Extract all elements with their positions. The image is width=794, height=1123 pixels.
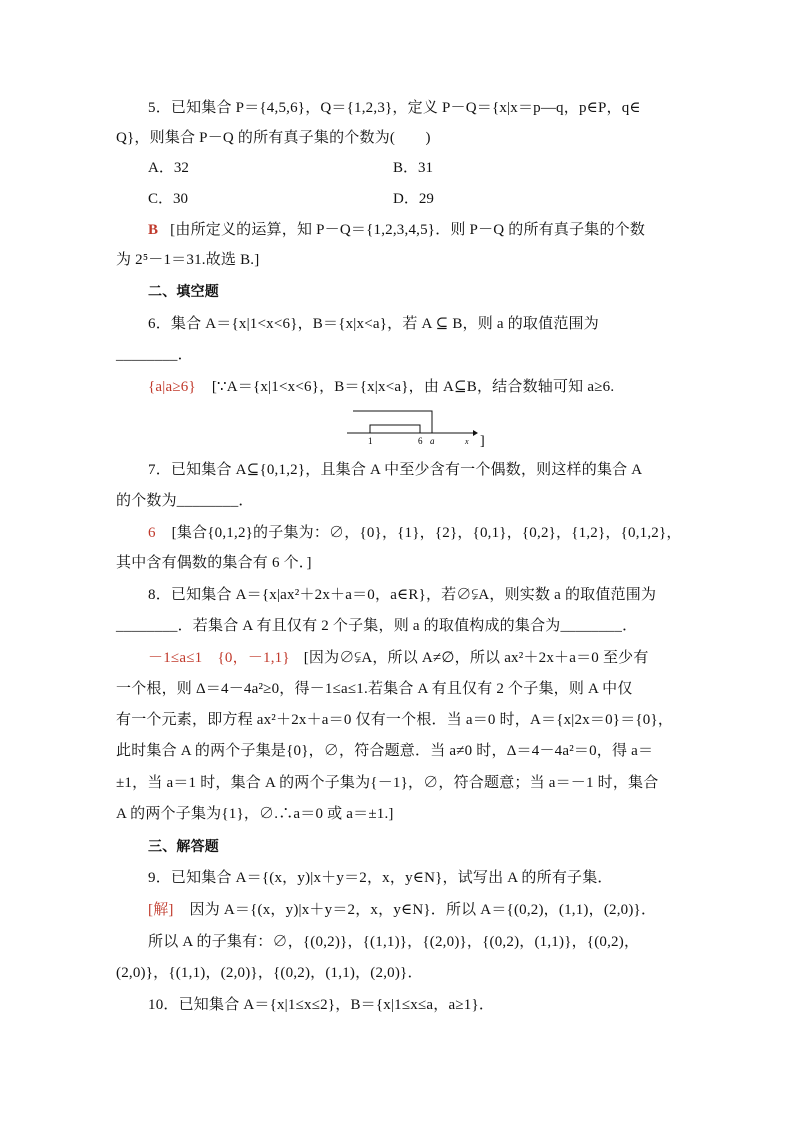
q5-option-c: C．30: [148, 191, 189, 207]
q8-line2: ________．若集合 A 有且仅有 2 个子集，则 a 的取值构成的集合为________．: [116, 618, 638, 634]
axis-arrow: [473, 430, 478, 436]
tick-label-a: a: [430, 436, 435, 446]
q5-answer: B: [148, 222, 159, 238]
q8-explanation-line3: 有一个元素，即方程 ax²＋2x＋a＝0 仅有一个根．当 a＝0 时，A＝{x|2x＝0}＝{0}，: [116, 712, 674, 728]
q7-line1: 7．已知集合 A⊆{0,1,2}，且集合 A 中至少含有一个偶数，则这样的集合 A: [148, 462, 643, 478]
tick-label-6: 6: [418, 436, 423, 446]
section-title-solution: 三、解答题: [148, 839, 219, 855]
q5-line2: Q}，则集合 P－Q 的所有真子集的个数为( ): [116, 130, 431, 146]
q8-answer: －1≤a≤1 {0，－1,1}: [148, 650, 290, 666]
q7-explanation-line2: 其中含有偶数的集合有 6 个．]: [116, 555, 312, 571]
q5-expl1: [由所定义的运算，知 P－Q＝{1,2,3,4,5}．则 P－Q 的所有真子集的个数: [170, 222, 646, 238]
q6-expl: [∵A＝{x|1<x<6}，B＝{x|x<a}，由 A⊆B，结合数轴可知 a≥6.: [211, 379, 615, 395]
q8-explanation-line4: 此时集合 A 的两个子集是{0}，∅，符合题意．当 a≠0 时，Δ＝4－4a²＝0，得 a＝: [116, 743, 654, 759]
q8-explanation-line1: [148, 648, 649, 668]
q5-explanation-line2: 为 2⁵－1＝31.故选 B.]: [116, 252, 260, 268]
q9-sol1: 因为 A＝{(x，y)|x＋y＝2，x，y∈N}．所以 A＝{(0,2)，(1,1)，(2,0)}．: [189, 902, 657, 918]
q5-explanation-line1: [148, 220, 645, 240]
tick-label-1: 1: [368, 436, 373, 446]
q6-explanation: [148, 377, 614, 397]
section-title-fill-blank: 二、填空题: [148, 284, 219, 300]
q9-solution-line3: (2,0)}，{(1,1)，(2,0)}，{(0,2)，(1,1)，(2,0)}．: [116, 965, 423, 981]
q8-expl1: [因为∅⫋A，所以 A≠∅，所以 ax²＋2x＋a＝0 至少有: [303, 650, 649, 666]
q5-line1: 5．已知集合 P＝{4,5,6}，Q＝{1,2,3}，定义 P－Q＝{x|x＝p—q，p∈P，q∈: [148, 100, 641, 116]
q7-line2: 的个数为________．: [116, 493, 254, 509]
q9-solution-tag: [解]: [148, 902, 174, 918]
q5-option-a: A．32: [148, 160, 189, 176]
q6-answer: {a|a≥6}: [148, 379, 196, 395]
q7-expl1: [集合{0,1,2}的子集为：∅，{0}，{1}，{2}，{0,1}，{0,2}，{1,2}，{0,1,2}，: [171, 525, 682, 541]
q5-option-b: B．31: [393, 160, 434, 176]
number-line-figure: [345, 405, 495, 453]
q8-explanation-line5: ±1，当 a＝1 时，集合 A 的两个子集为{－1}，∅，符合题意；当 a＝－1 时，集合: [116, 775, 659, 791]
q8-explanation-line6: A 的两个子集为{1}，∅.∴a＝0 或 a＝±1.]: [116, 806, 394, 822]
q7-answer: 6: [148, 525, 156, 541]
q8-line1: 8．已知集合 A＝{x|ax²＋2x＋a＝0，a∈R}，若∅⫋A，则实数 a 的取值范围为: [148, 587, 657, 603]
q8-explanation-line2: 一个根，则 Δ＝4－4a²≥0，得－1≤a≤1.若集合 A 有且仅有 2 个子集，则 A 中仅: [116, 681, 633, 697]
q6-line1: 6．集合 A＝{x|1<x<6}，B＝{x|x<a}，若 A ⊆ B，则 a 的取值范围为: [148, 316, 599, 332]
q9-solution-line1: [148, 900, 656, 920]
q10-line1: 10．已知集合 A＝{x|1≤x≤2}，B＝{x|1≤x≤a，a≥1}．: [148, 997, 495, 1013]
q7-explanation-line1: [148, 523, 682, 543]
axis-label-x: x: [465, 437, 469, 446]
q9-solution-line2: 所以 A 的子集有：∅，{(0,2)}，{(1,1)}，{(2,0)}，{(0,2)，(1,1)}，{(0,2)，: [148, 934, 640, 950]
q9-line1: 9．已知集合 A＝{(x，y)|x＋y＝2，x，y∈N}，试写出 A 的所有子集．: [148, 870, 613, 886]
closing-bracket: ]: [480, 434, 485, 449]
set-a-bracket: [370, 425, 420, 433]
q6-line2: ________．: [116, 347, 193, 363]
q5-option-d: D．29: [393, 191, 434, 207]
